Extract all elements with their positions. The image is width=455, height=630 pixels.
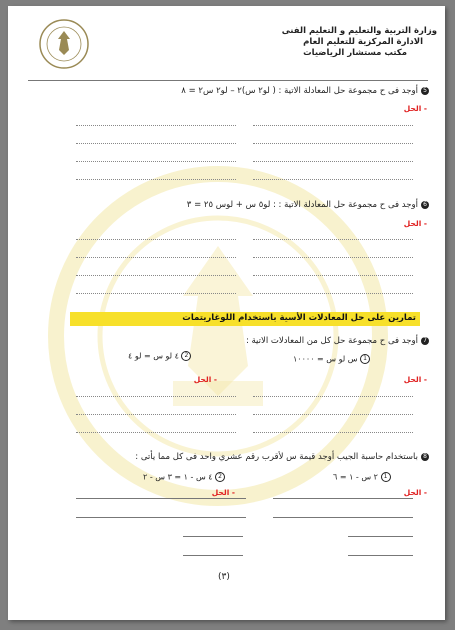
item-number: 2 [181,351,191,361]
equation-2 [128,351,191,361]
question-text: أوجد فى ح مجموعة حل المعادلة الاتية : : لو٥ س + لوس ٢٥ = ٣ [186,200,418,210]
item-number: 1 [381,472,391,482]
question-number: 6 [421,201,429,209]
header-line-3: مكتب مستشار الرياضيات [303,48,407,58]
solution-label: - الحل [403,104,427,113]
question-text: أوجد فى ح مجموعة حل المعادلة الاتية : ( لو٢ س)٢ – لو٢ س٢ = ٨ [181,86,418,96]
section-banner [70,312,420,326]
equation-text: ٤ لو س = لو ٤ [128,351,179,361]
ministry-logo [38,18,90,70]
question-6 [187,200,429,210]
page-number: (٣) [218,572,230,582]
item-number: 1 [360,354,370,364]
equation-1 [293,354,370,364]
worksheet-page [8,6,445,620]
question-8 [135,452,429,462]
question-number: 5 [421,87,429,95]
equation-text: ٤ س - ١ = ٣ س - ٢ [143,472,213,482]
question-text: أوجد فى ح مجموعة حل كل من المعادلات الاتية : [245,336,418,346]
question-text: باستخدام حاسبة الجيب أوجد قيمة س لأقرب رقم عشري واحد فى كل مما يأتى : [135,452,418,462]
question-number: 7 [421,337,429,345]
solution-label: - الحل [403,488,427,497]
question-5 [181,86,429,96]
solution-label: - الحل [193,375,217,384]
section-title: تمارين على حل المعادلات الأسية باستخدام اللوغاريتمات [182,313,416,323]
header-line-2: الادارة المركزية للتعليم العام [303,37,423,47]
solution-label: - الحل [403,219,427,228]
item-number: 2 [215,472,225,482]
equation-3 [333,472,391,482]
question-7 [246,336,429,346]
header-line-1: وزارة التربية والتعليم و التعليم الفنى [281,26,437,36]
equation-4 [143,472,225,482]
equation-text: س لو س = ١٠٠٠٠ [293,354,358,364]
equation-text: ٢ س - ١ = ٦ [333,472,378,482]
question-number: 8 [421,453,429,461]
header-divider [28,80,428,81]
solution-label: - الحل [211,488,235,497]
solution-label: - الحل [403,375,427,384]
